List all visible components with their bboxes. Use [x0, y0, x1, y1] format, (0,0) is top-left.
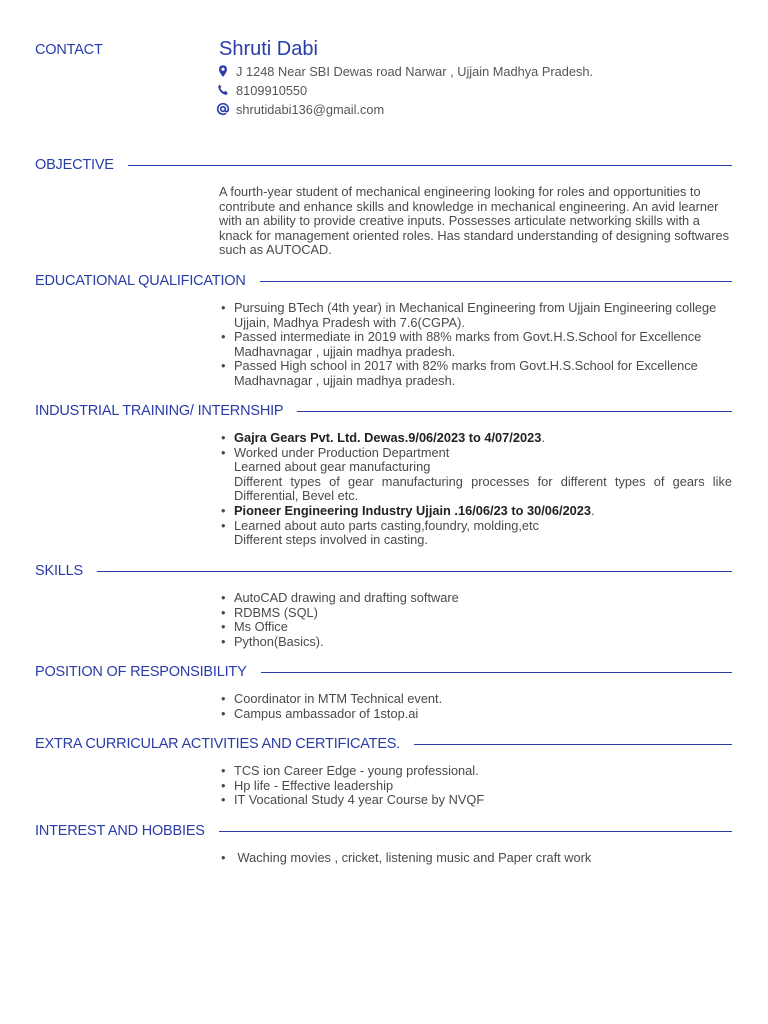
list-item: • Hp life - Effective leadership — [221, 777, 394, 793]
education-list — [219, 301, 732, 389]
skills-heading — [35, 562, 732, 580]
candidate-name: Shruti Dabi — [219, 38, 318, 60]
section-title: EXTRA CURRICULAR ACTIVITIES AND CERTIFICATES. — [35, 736, 401, 752]
list-item: • Coordinator in MTM Technical event. — [221, 691, 443, 706]
at-sign-icon — [216, 102, 230, 116]
list-item: • AutoCAD drawing and drafting software — [221, 590, 459, 605]
section-title: EDUCATIONAL QUALIFICATION — [35, 273, 246, 289]
hobbies-list — [219, 851, 732, 866]
list-item: • Passed intermediate in 2019 with 88% marks from Govt.H.S.School for Excellence Madhavnagar , ujjain madhya pradesh. — [221, 329, 702, 359]
company-name: Pioneer Engineering Industry Ujjain . — [234, 502, 458, 518]
section-title: POSITION OF RESPONSIBILITY — [35, 664, 247, 680]
list-item: • RDBMS (SQL) — [221, 604, 318, 620]
list-item: • Gajra Gears Pvt. Ltd. Dewas.9/06/2023 to 4/07/2023. — [221, 430, 545, 445]
location-pin-icon — [216, 64, 230, 78]
list-item: • Waching movies , cricket, listening music and Paper craft work — [221, 850, 592, 865]
objective-body — [219, 185, 732, 258]
company-name: Gajra Gears Pvt. Ltd. Dewas. — [234, 430, 409, 445]
list-item: • Pioneer Engineering Industry Ujjain .16/06/23 to 30/06/2023. — [221, 502, 595, 518]
section-divider — [97, 571, 732, 572]
contact-heading: CONTACT — [35, 42, 103, 58]
training-heading — [35, 402, 732, 420]
extracurricular-list — [219, 764, 732, 808]
list-item: • TCS ion Career Edge - young professional. — [221, 763, 479, 778]
training-list — [219, 431, 732, 548]
section-title: SKILLS — [35, 563, 83, 579]
list-item: • Worked under Production Department Learned about gear manufacturing Different types of gear manufacturing processes for different types of gears like Differential, Bevel etc. — [221, 444, 732, 504]
responsibility-list — [219, 692, 732, 721]
list-item: • Campus ambassador of 1stop.ai — [221, 705, 419, 721]
email-line — [216, 100, 384, 118]
section-title: OBJECTIVE — [35, 157, 114, 173]
section-divider — [297, 411, 732, 412]
date-range: 16/06/23 to 30/06/2023 — [457, 502, 592, 518]
section-divider — [414, 744, 732, 745]
list-item: • IT Vocational Study 4 year Course by NVQF — [221, 792, 485, 808]
list-item: • Ms Office — [221, 619, 288, 635]
phone-icon — [216, 83, 230, 97]
phone-text: 8109910550 — [236, 82, 308, 98]
hobbies-heading — [35, 822, 732, 840]
section-divider — [260, 281, 732, 282]
section-title: INDUSTRIAL TRAINING/ INTERNSHIP — [35, 403, 284, 419]
section-divider — [261, 672, 732, 673]
responsibility-heading — [35, 663, 732, 681]
objective-text: A fourth-year student of mechanical engineering looking for roles and opportunities to contribute and enhance skills and knowledge in mechanical engineering. An avid learner with an ability to provide creative inputs. Possesses articulate networking skills with a knack for management oriented roles. Has standard understanding of designing softwares such as AUTOCAD. — [219, 184, 730, 258]
list-item: • Pursuing BTech (4th year) in Mechanical Engineering from Ujjain Engineering college Ujjain, Madhya Pradesh with 7.6(CGPA). — [221, 300, 717, 330]
phone-line — [216, 81, 307, 99]
extracurricular-heading — [35, 735, 732, 753]
address-line — [216, 62, 593, 80]
date-range: 9/06/2023 to 4/07/2023 — [408, 430, 542, 445]
list-item: • Learned about auto parts casting,foundry, molding,etc Different steps involved in casting. — [221, 517, 539, 548]
list-item: • Passed High school in 2017 with 82% marks from Govt.H.S.School for Excellence Madhavnagar , ujjain madhya pradesh. — [221, 358, 698, 388]
address-text: J 1248 Near SBI Dewas road Narwar , Ujjain Madhya Pradesh. — [236, 63, 594, 79]
list-item: • Python(Basics). — [221, 633, 324, 649]
section-title: INTEREST AND HOBBIES — [35, 823, 205, 839]
skills-list — [219, 591, 732, 649]
section-divider — [128, 165, 732, 166]
objective-heading — [35, 156, 732, 174]
email-text: shrutidabi136@gmail.com — [236, 101, 385, 117]
education-heading — [35, 272, 732, 290]
section-divider — [219, 831, 732, 832]
